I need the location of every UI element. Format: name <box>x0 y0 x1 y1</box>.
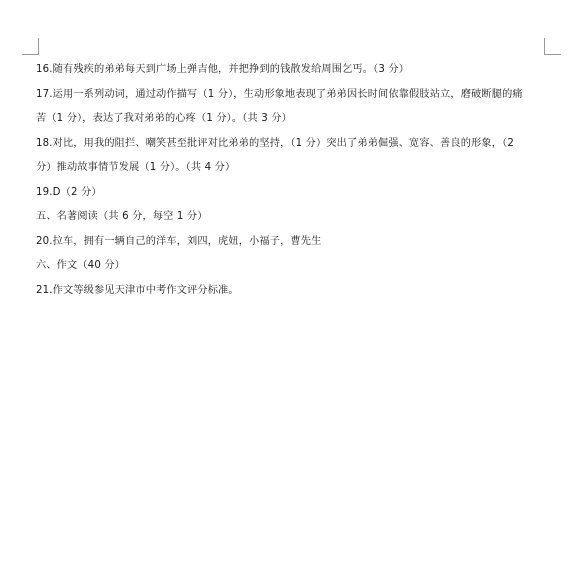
answer-line-16: 16.随有残疾的弟弟每天到广场上弹吉他，并把挣到的钱散发给周围乞丐。（3 分） <box>36 64 410 75</box>
answer-line-19: 19.D（2 分） <box>36 186 102 198</box>
answer-line-17-cont: 苦（1 分），表达了我对弟弟的心疼（1 分）。（共 3 分） <box>36 113 292 124</box>
answer-line-18-cont: 分）推动故事情节发展（1 分）。（共 4 分） <box>36 162 236 173</box>
crop-mark-top-right <box>544 38 561 55</box>
section-heading-composition: 六、作文（40 分） <box>36 260 126 271</box>
crop-mark-top-left <box>22 38 39 55</box>
section-heading-book-reading: 五、名著阅读（共 6 分，每空 1 分） <box>36 211 208 222</box>
answer-line-20: 20.拉车，拥有一辆自己的洋车，刘四，虎妞，小福子，曹先生 <box>36 235 322 247</box>
answer-line-21: 21.作文等级参见天津市中考作文评分标准。 <box>36 284 239 296</box>
answer-line-17: 17.运用一系列动词，通过动作描写（1 分），生动形象地表现了弟弟因长时间依靠假肢站立，磨破断腿的痛 <box>36 88 523 100</box>
answer-text-block <box>36 58 556 303</box>
answer-line-18: 18.对比，用我的阻拦、嘲笑甚至批评对比弟弟的坚持，（1 分）突出了弟弟倔强、宽容、善良的形象，（2 <box>36 137 514 149</box>
